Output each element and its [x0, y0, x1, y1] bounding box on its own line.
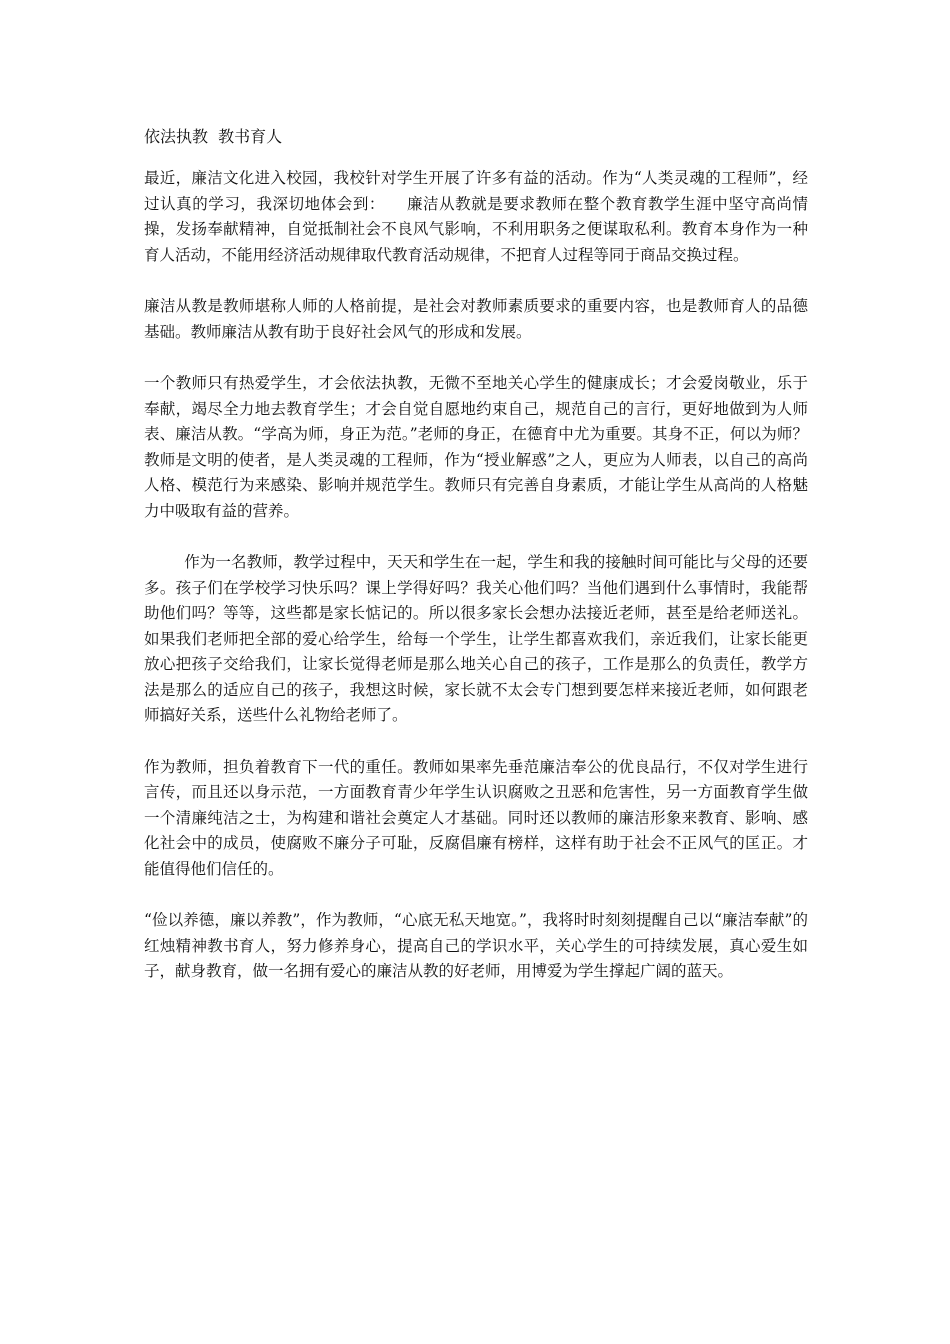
paragraph-6: “俭以养德，廉以养教”，作为教师，“心底无私天地宽。”，我将时时刻刻提醒自己以“廉洁奉献”的红烛精神教书育人，努力修养身心，提高自己的学识水平，关心学生的可持续发展，真心爱生如子，献身教育，做一名拥有爱心的廉洁从教的好老师，用博爱为学生撑起广阔的蓝天。	[144, 911, 808, 980]
paragraph-4: 作为一名教师，教学过程中，天天和学生在一起，学生和我的接触时间可能比与父母的还要多。孩子们在学校学习快乐吗？课上学得好吗？我关心他们吗？当他们遇到什么事情时，我能帮助他们吗？等等，这些都是家长惦记的。所以很多家长会想办法接近老师，甚至是给老师送礼。如果我们老师把全部的爱心给学生，给每一个学生，让学生都喜欢我们，亲近我们，让家长能更放心把孩子交给我们，让家长觉得老师是那么地关心自己的孩子，工作是那么的负责任，教学方法是那么的适应自己的孩子，我想这时候，家长就不太会专门想到要怎样来接近老师，如何跟老师搞好关系，送些什么礼物给老师了。	[144, 553, 808, 724]
paragraph-3: 一个教师只有热爱学生，才会依法执教，无微不至地关心学生的健康成长；才会爱岗敬业，乐于奉献，竭尽全力地去教育学生；才会自觉自愿地约束自己，规范自己的言行，更好地做到为人师表、廉洁从教。“学高为师，身正为范。”老师的身正，在德育中尤为重要。其身不正，何以为师？教师是文明的使者，是人类灵魂的工程师，作为“授业解惑”之人，更应为人师表，以自己的高尚人格、模范行为来感染、影响并规范学生。教师只有完善自身素质，才能让学生从高尚的人格魅力中吸取有益的营养。	[144, 374, 808, 520]
paragraph-1: 最近，廉洁文化进入校园，我校针对学生开展了许多有益的活动。作为“人类灵魂的工程师”，经过认真的学习，我深切地体会到： 廉洁从教就是要求教师在整个教育教学生涯中坚守高尚情操，发扬奉献精神，自觉抵制社会不良风气影响，不利用职务之便谋取私利。教育本身作为一种育人活动，不能用经济活动规律取代教育活动规律，不把育人过程等同于商品交换过程。	[144, 169, 808, 264]
paragraph-2: 廉洁从教是教师堪称人师的人格前提，是社会对教师素质要求的重要内容，也是教师育人的品德基础。教师廉洁从教有助于良好社会风气的形成和发展。	[144, 297, 808, 341]
document-body	[144, 124, 808, 1011]
paragraph-5: 作为教师，担负着教育下一代的重任。教师如果率先垂范廉洁奉公的优良品行，不仅对学生进行言传，而且还以身示范，一方面教育青少年学生认识腐败之丑恶和危害性，另一方面教育学生做一个清廉纯洁之士，为构建和谐社会奠定人才基础。同时还以教师的廉洁形象来教育、影响、感化社会中的成员，使腐败不廉分子可耻，反腐倡廉有榜样，这样有助于社会不正风气的匡正。才能值得他们信任的。	[144, 757, 808, 878]
document-title: 依法执教 教书育人	[144, 127, 283, 146]
